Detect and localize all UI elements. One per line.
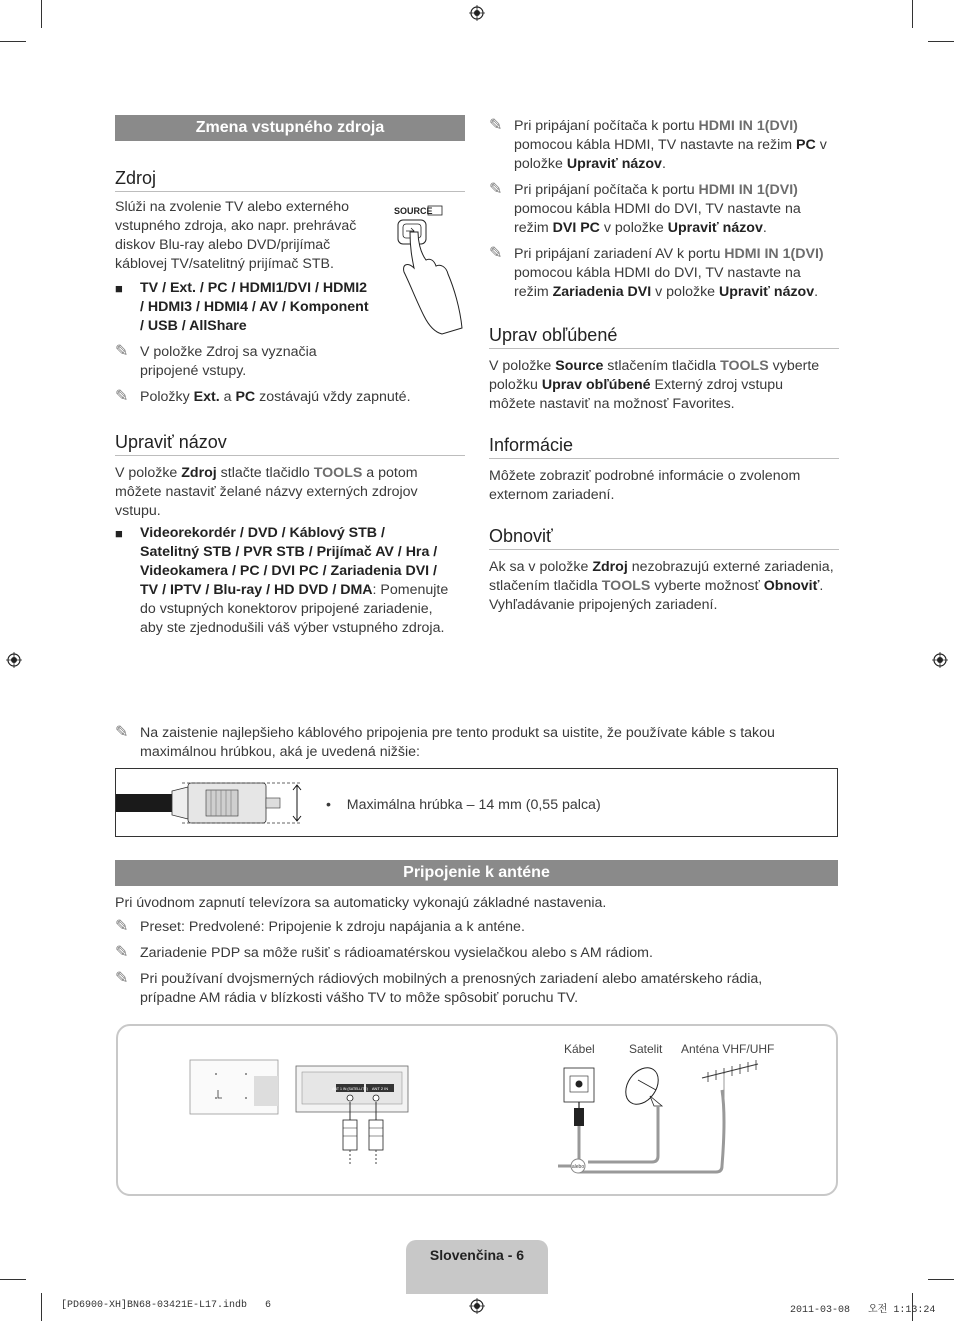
heading-uprav-oblubene: Uprav obľúbené: [489, 325, 839, 349]
heading-zdroj: Zdroj: [115, 168, 465, 192]
registration-mark-icon: [6, 652, 22, 668]
informacie-text: Môžete zobraziť podrobné informácie o zvolenom externom zariadení.: [489, 468, 801, 503]
note-hdmi-pc: ✎ Pri pripájaní počítača k portu HDMI IN 1(DVI) pomocou kábla HDMI, TV nastavte na režim PC v položke Upraviť názov.: [489, 117, 827, 172]
note-pencil-icon: ✎: [115, 724, 129, 741]
note-ext-pc: ✎ Položky Ext. a PC zostávajú vždy zapnuté.: [115, 388, 411, 405]
antenna-connection-diagram: [116, 1024, 838, 1196]
source-label: SOURCE: [394, 206, 433, 216]
registration-mark-icon: [932, 652, 948, 668]
crop-mark: [41, 0, 42, 28]
cable-thickness-bullet: • Maximálna hrúbka – 14 mm (0,55 palca): [326, 797, 601, 813]
note-pencil-icon: ✎: [489, 245, 503, 262]
heading-upravit-nazov: Upraviť názov: [115, 432, 465, 456]
crop-mark: [928, 41, 954, 42]
square-bullet-icon: ■: [115, 526, 123, 541]
cable-thickness-box: [115, 768, 838, 837]
note-pencil-icon: ✎: [489, 181, 503, 198]
page-number-tab: Slovenčina - 6: [406, 1240, 548, 1294]
note-hdmi-dvi-pc: ✎ Pri pripájaní počítača k portu HDMI IN 1(DVI) pomocou kábla HDMI do DVI, TV nastavte na režim DVI PC v položke Upraviť názov.: [489, 181, 801, 236]
heading-obnovit: Obnoviť: [489, 526, 839, 550]
label-antena: Anténa VHF/UHF: [681, 1042, 775, 1056]
registration-mark-icon: [469, 1298, 485, 1314]
note-cable-thickness: ✎ Na zaistenie najlepšieho káblového pripojenia pre tento produkt sa uistite, že používate káble s takou maximálnou hrúbkou, aká je uvedená nižšie:: [115, 724, 775, 760]
note-pencil-icon: ✎: [115, 944, 129, 961]
port-label-ant2: ANT 2 IN: [371, 1086, 389, 1091]
label-satelit: Satelit: [629, 1042, 663, 1056]
footer-date: 2011-03-08 오전 1:13:24: [790, 1305, 936, 1316]
note-pencil-icon: ✎: [115, 388, 129, 405]
port-label-ant1: ANT 1 IN (SATELLITE): [332, 1087, 368, 1091]
cable-plug-illustration: [116, 769, 316, 837]
crop-mark: [912, 0, 913, 28]
label-kabel: Kábel: [564, 1042, 595, 1056]
antenna-intro: Pri úvodnom zapnutí televízora sa automaticky vykonajú základné nastavenia.: [115, 895, 607, 911]
section-title-source: Zmena vstupného zdroja: [115, 115, 465, 141]
note-preset: ✎ Preset: Predvolené: Pripojenie k zdroju napájania a k anténe.: [115, 918, 525, 935]
square-bullet-icon: ■: [115, 281, 123, 296]
note-pdp-interference: ✎ Zariadenie PDP sa môže rušiť s rádioamatérskou vysielačkou alebo s AM rádiom.: [115, 944, 653, 961]
note-pencil-icon: ✎: [115, 343, 129, 360]
zdroj-source-list: ■ TV / Ext. / PC / HDMI1/DVI / HDMI2 / HDMI3 / HDMI4 / AV / Komponent / USB / AllShare: [115, 280, 369, 334]
zdroj-intro: Slúži na zvolenie TV alebo externého vstupného zdroja, ako napr. prehrávač diskov Blu-ray alebo DVD/prijímač káblovej TV/satelitný prijímač STB.: [115, 199, 357, 272]
upravit-intro: V položke Zdroj stlačte tlačidlo TOOLS a potom môžete nastaviť želané názvy externých zdrojov vstupu.: [115, 465, 418, 519]
source-button-hand-illustration: [390, 198, 468, 338]
note-radio-devices: ✎ Pri používaní dvojsmerných rádiových mobilných a prenosných zariadení alebo amatérskeho rádia, prípadne AM rádia v blízkosti vášho TV to môže spôsobiť poruchu TV.: [115, 970, 763, 1006]
note-hdmi-av: ✎ Pri pripájaní zariadení AV k portu HDMI IN 1(DVI) pomocou kábla HDMI do DVI, TV nastavte na režim Zariadenia DVI v položke Upraviť názov.: [489, 245, 824, 300]
crop-mark: [41, 1293, 42, 1321]
note-pencil-icon: ✎: [115, 970, 129, 987]
obnovit-text: Ak sa v položke Zdroj nezobrazujú externé zariadenia, stlačením tlačidla TOOLS vyberte možnosť Obnoviť. Vyhľadávanie pripojených zariadení.: [489, 559, 834, 613]
crop-mark: [0, 41, 26, 42]
heading-informacie: Informácie: [489, 435, 839, 459]
note-pencil-icon: ✎: [115, 918, 129, 935]
footer-file: [PD6900-XH]BN68-03421E-L17.indb 6: [61, 1300, 272, 1311]
registration-mark-icon: [469, 5, 485, 21]
alebo-label: alebo: [571, 1164, 585, 1170]
crop-mark: [0, 1279, 26, 1280]
crop-mark: [928, 1279, 954, 1280]
oblubene-text: V položke Source stlačením tlačidla TOOLS vyberte položku Uprav obľúbené Externý zdroj vstupu môžete nastaviť na možnosť Favorites.: [489, 358, 820, 412]
note-zdroj-marked: ✎ V položke Zdroj sa vyznačia pripojené vstupy.: [115, 343, 317, 379]
bullet-dot-icon: •: [326, 797, 331, 813]
section-title-antenna: Pripojenie k anténe: [115, 860, 838, 886]
note-pencil-icon: ✎: [489, 117, 503, 134]
upravit-device-list: ■ Videorekordér / DVD / Káblový STB / Satelitný STB / PVR STB / Prijímač AV / Hra / Videokamera / PC / DVI PC / Zariadenia DVI / TV / IPTV / Blu-ray / HD DVD / DMA: Pomenujte do vstupných konektorov pripojené zariadenie, aby ste zjednodušili váš výber vstupného zdroja.: [115, 525, 449, 636]
